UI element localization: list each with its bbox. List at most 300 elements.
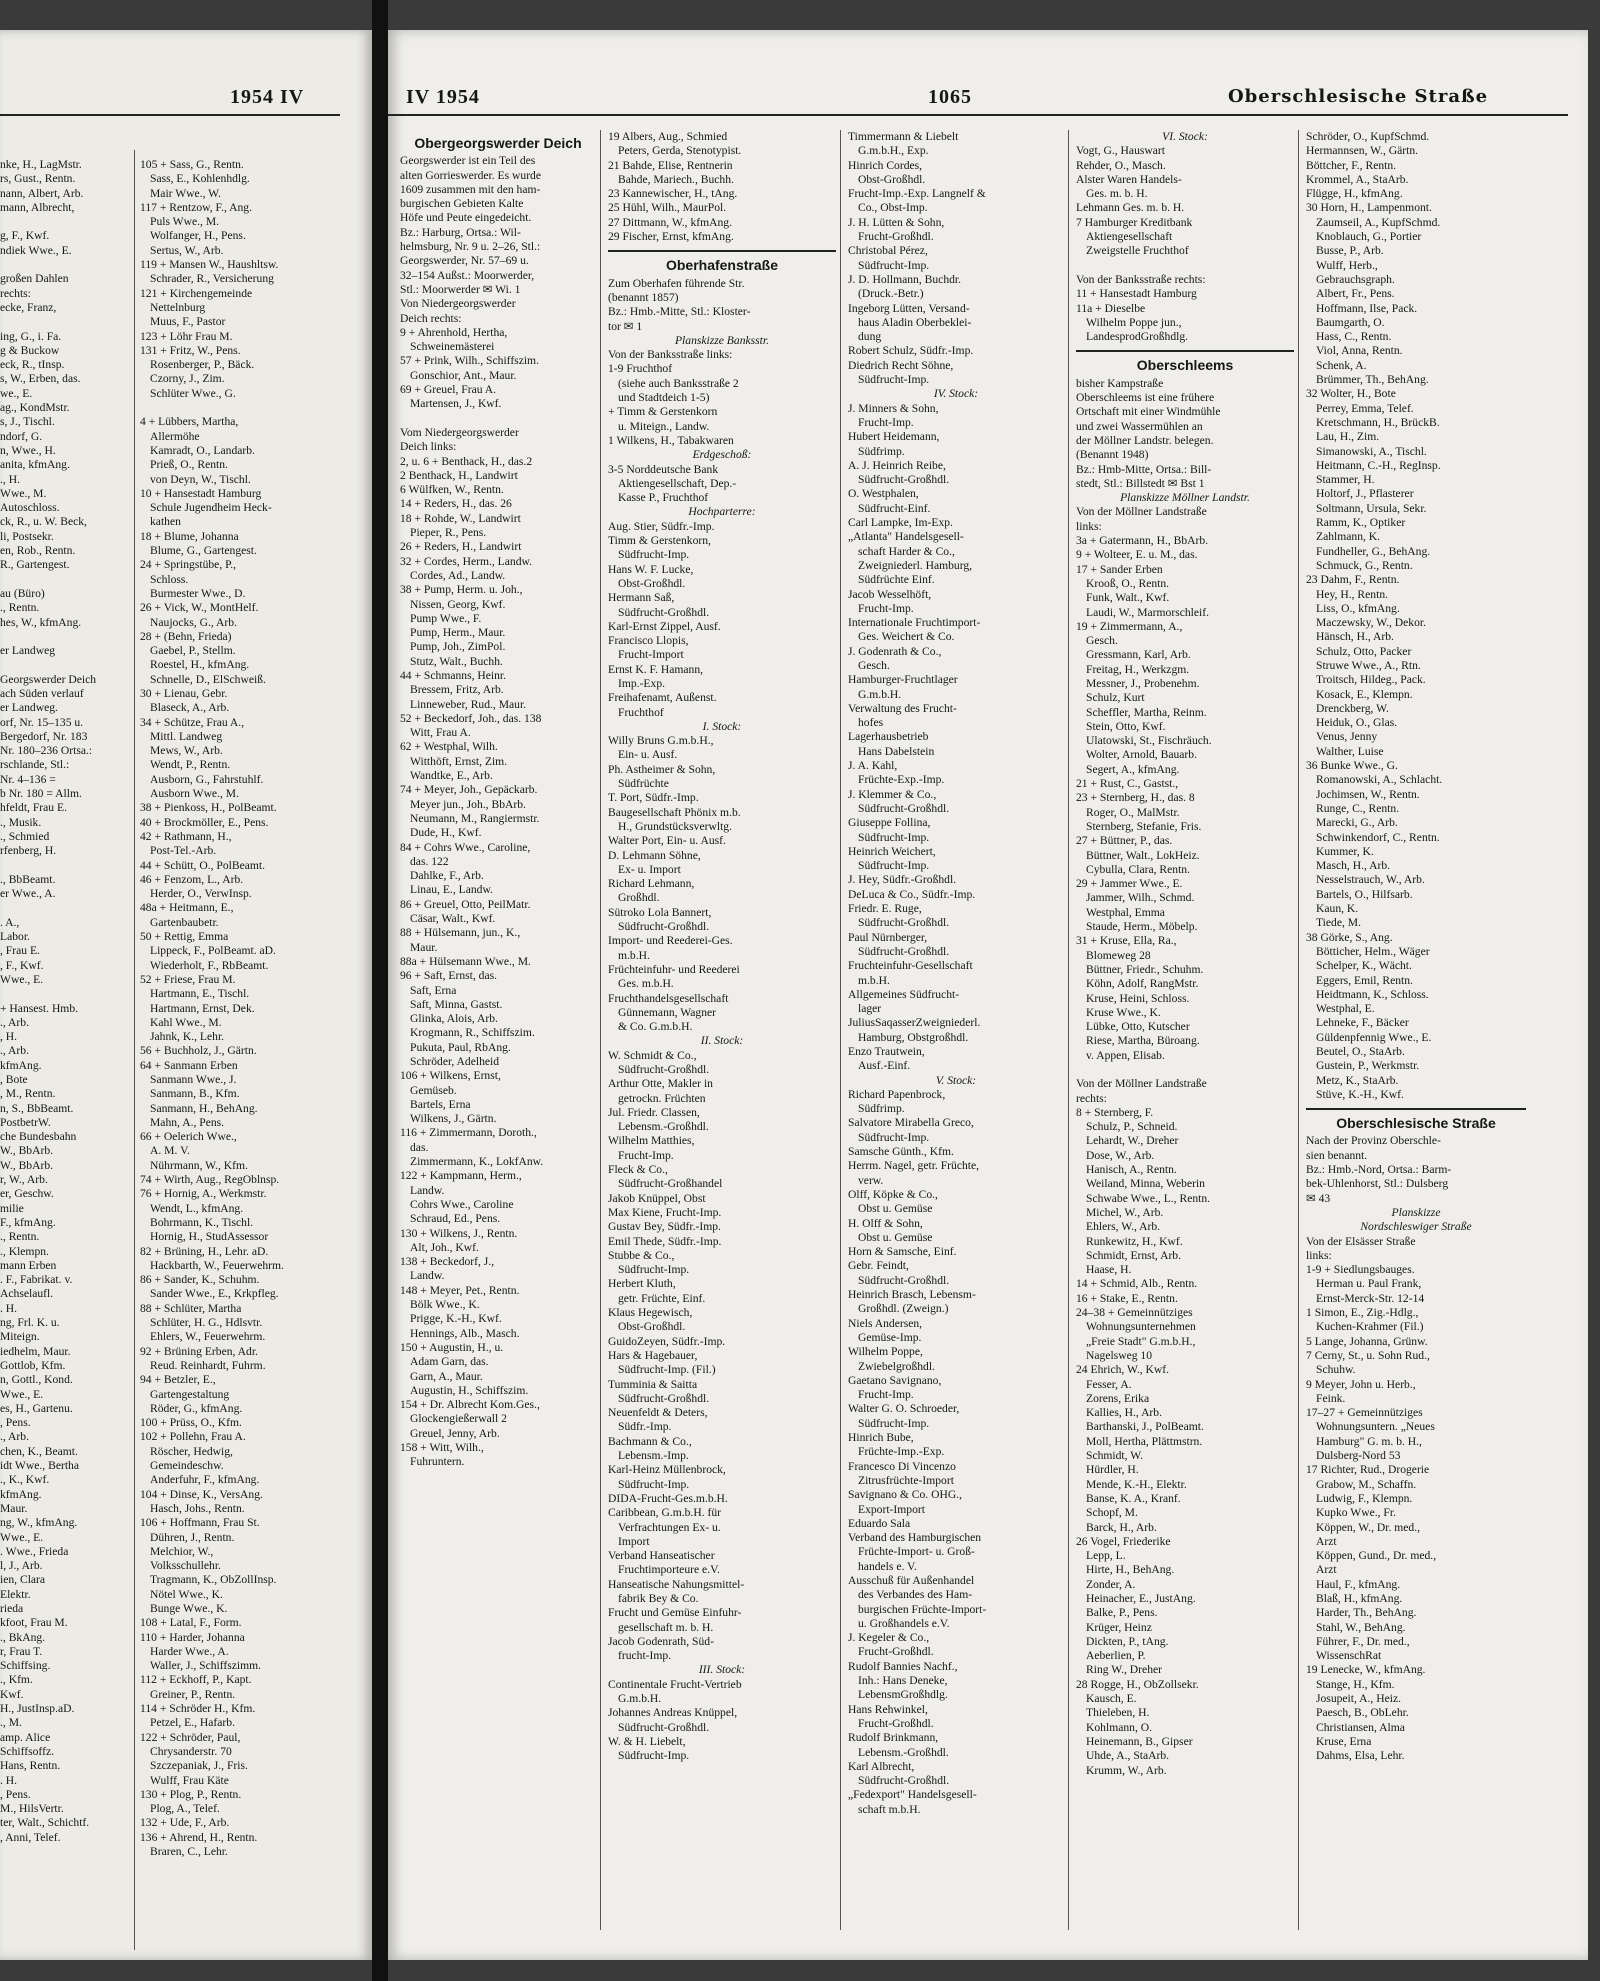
directory-entry: A. J. Heinrich Reibe, [848,458,946,472]
directory-entry: 44 + Schmanns, Heinr. [400,668,507,682]
directory-entry: 8 + Sternberg, F. [1076,1105,1154,1119]
directory-entry: Hubert Heidemann, [848,430,940,444]
directory-entry: Schröder, O., KupfSchmd. [1306,130,1430,143]
directory-entry: Roestel, H., kfmAng. [150,658,250,672]
directory-entry: m.b.H. [858,973,890,987]
directory-entry: lager [858,1002,882,1016]
directory-entry: 74 + Meyer, Joh., Gepäckarb. [400,783,538,797]
directory-entry: Maur. [410,940,438,954]
directory-entry: Gartenbaubetr. [150,915,219,929]
directory-entry: Südfrucht-Großhdl. [858,944,950,958]
directory-entry: Venus, Jenny [1316,730,1378,744]
street-heading: Obergeorgswerder Deich [414,135,582,151]
directory-entry: 34 + Schütze, Frau A., [140,715,245,729]
directory-entry: haus Aladin Oberbeklei- [858,315,972,329]
directory-entry: Marecki, G., Arb. [1316,816,1398,830]
left-page [0,30,372,1960]
directory-entry: 7 Cerny, St., u. Sohn Rud., [1306,1348,1430,1362]
directory-entry: Hoffmann, Ilse, Pack. [1316,301,1418,315]
right-column-1-entries [400,154,596,1469]
directory-entry: Büttner, Walt., LokHeiz. [1086,848,1200,862]
directory-entry: er Landweg. [0,701,58,715]
directory-entry [0,315,128,329]
directory-entry: Segert, A., kfmAng. [1086,762,1180,776]
directory-entry: Glinka, Alois, Arb. [410,1012,498,1026]
directory-entry: Ges. Weichert & Co. [858,630,955,644]
directory-entry: Labor. [0,930,30,944]
directory-entry: Sütroko Lola Bannert, [608,905,712,919]
directory-entry: Dulsberg-Nord 53 [1316,1449,1401,1463]
directory-entry: Chrysanderstr. 70 [150,1744,232,1758]
directory-entry: Frucht-Großhdl. [858,1716,934,1730]
left-column-a [0,158,128,1958]
directory-entry: Stammer, H. [1316,473,1375,487]
directory-entry: Tiede, M. [1316,916,1361,930]
directory-entry: „Freie Stadt" G.m.b.H., [1086,1334,1196,1348]
directory-entry: Aeberlien, P. [1086,1649,1146,1663]
directory-entry: 30 + Lienau, Gebr. [140,686,228,700]
directory-entry: 7 Hamburger Kreditbank [1076,215,1193,229]
directory-entry [0,630,128,644]
directory-entry: Obst u. Gemüse [858,1202,933,1216]
column-divider [600,130,601,1930]
directory-entry: der Möllner Landstr. belegen. [1076,433,1214,447]
directory-entry: Georgswerder ist ein Teil des [400,154,536,168]
directory-entry: Fruchthandelsgesellschaft [608,991,729,1005]
directory-entry: Heinrich Brasch, Lebensm- [848,1288,976,1302]
directory-entry: H., JustInsp.aD. [0,1702,75,1716]
directory-entry: verw. [858,1173,884,1187]
directory-entry: Bahde, Mariech., Buchh. [618,172,734,186]
directory-entry: ., Klempn. [0,1244,49,1258]
directory-entry: Jul. Friedr. Classen, [608,1105,700,1119]
directory-entry: 86 + Sander, K., Schuhm. [140,1273,260,1287]
directory-entry: Hars & Hagebauer, [608,1348,698,1362]
directory-entry: Köppen, Gund., Dr. med., [1316,1549,1437,1563]
directory-entry: Südfrucht-Großhdl. [858,1273,950,1287]
directory-entry: Zweigniederl. Hamburg, [858,558,973,572]
directory-entry: 108 + Latal, F., Form. [140,1616,242,1630]
directory-entry: Georgswerder, Nr. 57–69 u. [400,254,529,268]
directory-entry: handels e. V. [858,1559,917,1573]
directory-entry: 10 + Hansestadt Hamburg [140,486,262,500]
directory-entry [0,215,128,229]
directory-entry: Schrader, R., Versicherung [150,272,274,286]
directory-entry: Laudi, W., Marmorschleif. [1086,605,1209,619]
directory-entry: links: [1076,519,1102,533]
right-header-rule [388,114,1568,116]
directory-entry: 38 + Pienkoss, H., PolBeamt. [140,801,277,815]
directory-entry: Nr. 4–136 = [0,772,56,786]
directory-entry: Paesch, B., ObLehr. [1316,1706,1409,1720]
directory-entry: Aktiengesellschaft [1086,230,1173,244]
directory-entry: Wwe., E. [0,1530,44,1544]
directory-entry: 130 + Plog, P., Rentn. [140,1787,242,1801]
directory-entry: hofes [858,716,884,730]
directory-entry: Dühren, J., Rentn. [150,1530,235,1544]
directory-entry: 94 + Betzler, E., [140,1373,216,1387]
directory-entry: Autoschloss. [0,501,60,515]
directory-entry: 121 + Kirchengemeinde [140,286,253,300]
directory-entry: Höfe und Peute eingedeicht. [400,211,532,225]
directory-entry: 23 Dahm, F., Rentn. [1306,573,1400,587]
directory-entry: ., H. [0,472,20,486]
directory-entry: Carl Lampke, Im-Exp. [848,516,953,530]
directory-entry: Gaetano Savignano, [848,1373,942,1387]
directory-entry: en, Rob., Rentn. [0,544,76,558]
left-header-rule [0,114,340,116]
directory-entry: Obst u. Gemüse [858,1230,933,1244]
directory-entry: Südfrucht-Großhdl. [618,1063,710,1076]
directory-entry: Caribbean, G.m.b.H. für [608,1506,722,1520]
directory-entry: Südfrimp. [858,444,905,458]
directory-entry: Krooß, O., Rentn. [1086,576,1170,590]
directory-entry: anita, kfmAng. [0,458,70,472]
directory-entry: Karl-Ernst Zippel, Ausf. [608,619,721,633]
directory-entry: kfmAng. [0,1487,42,1501]
directory-entry: Frucht-Imp. [858,601,914,615]
directory-entry: Heinacher, E., JustAng. [1086,1591,1196,1605]
directory-entry: Verband Hanseatischer [608,1549,715,1563]
directory-entry: Hartmann, E., Tischl. [150,987,250,1001]
directory-entry: Petzel, E., Hafarb. [150,1716,235,1730]
directory-entry: Krumm, W., Arb. [1086,1763,1167,1777]
directory-entry [0,901,128,915]
directory-entry: Bohrmann, K., Tischl. [150,1215,254,1229]
section-subheading: Planskizze Banksstr. [674,333,770,347]
directory-entry: Heinrich Weichert, [848,844,936,858]
directory-entry: Frucht-Imp.-Exp. Langnelf & [848,187,986,201]
directory-entry: gesellschaft m. b. H. [618,1620,714,1634]
directory-entry: R., Gartengest. [0,558,70,572]
directory-entry: Giuseppe Follina, [848,816,931,830]
directory-entry: G.m.b.H. [858,687,902,701]
directory-entry: 1-9 + Siedlungsbauges. [1306,1263,1415,1277]
directory-entry: Schiffsoffz. [0,1744,54,1758]
directory-entry: Enzo Trautwein, [848,1045,925,1058]
directory-entry: 26 + Vick, W., MontHelf. [140,601,259,615]
directory-entry: Tragmann, K., ObZollInsp. [150,1573,277,1587]
directory-entry: Import [618,1534,650,1548]
directory-entry: Sanmann Wwe., J. [150,1073,237,1086]
directory-entry: Emil Thede, Südfr.-Imp. [608,1234,722,1248]
directory-entry: Szczepaniak, J., Fris. [150,1759,248,1773]
street-heading: Oberhafenstraße [608,250,836,272]
directory-entry: Krüger, Heinz [1086,1620,1152,1634]
directory-entry: Hermann Saß, [608,591,675,605]
directory-entry: Zahlmann, K. [1316,530,1381,544]
directory-entry: Messner, J., Probenehm. [1086,676,1200,690]
directory-entry: alten Gorrieswerder. Es wurde [400,168,542,182]
directory-entry: Stubbe & Co., [608,1248,675,1262]
directory-entry: v. Appen, Elisab. [1086,1048,1165,1062]
directory-entry: Schwabe Wwe., L., Rentn. [1086,1191,1211,1205]
directory-entry: 106 + Wilkens, Ernst, [400,1069,501,1083]
directory-entry: Wendt, L., kfmAng. [150,1201,244,1215]
directory-entry: Südfrucht-Einf. [858,501,931,515]
directory-entry: Ges. m. b. H. [1086,187,1148,201]
directory-entry: Hürdler, H. [1086,1463,1139,1477]
directory-entry: 110 + Harder, Johanna [140,1630,245,1644]
directory-entry: Südfrucht-Großhdl. [858,1774,950,1788]
directory-entry: Südfrucht-Imp. [618,1749,690,1763]
directory-entry: Früchte-Exp.-Imp. [858,773,945,787]
directory-entry: Puls Wwe., M. [150,215,220,229]
directory-entry: T. Port, Südfr.-Imp. [608,791,699,805]
directory-entry: Fruchthof [618,705,664,719]
directory-entry: Heitmann, C.-H., RegInsp. [1316,458,1441,472]
directory-entry: Wiederholt, F., RbBeamt. [150,958,269,972]
directory-entry: Muus, F., Pastor [150,315,226,329]
directory-entry: W. Schmidt & Co., [608,1048,697,1062]
directory-entry: J. H. Lütten & Sohn, [848,215,945,229]
directory-entry: Sanmann, H., BehAng. [150,1101,258,1115]
directory-entry: 44 + Schütt, O., PolBeamt. [140,858,266,872]
directory-entry: Verwaltung des Frucht- [848,701,957,715]
directory-entry: , Frau E. [0,944,40,958]
directory-entry: Simanowski, A., Tischl. [1316,444,1427,458]
directory-entry: 38 + Pump, Herm. u. Joh., [400,583,523,597]
directory-entry: Gaebel, P., Stellm. [150,644,236,658]
directory-entry: Hackbarth, W., Feuerwehrm. [150,1258,284,1272]
directory-entry: DeLuca & Co., Südfr.-Imp. [848,887,976,901]
directory-entry: Plog, A., Telef. [150,1802,220,1816]
directory-entry: 2 Benthack, H., Landwirt [400,468,518,482]
directory-entry: Thieleben, H. [1086,1706,1150,1720]
directory-entry: Uhde, A., StaArb. [1086,1749,1170,1763]
directory-entry: Südfrucht-Imp. (Fil.) [618,1363,716,1377]
directory-entry: Saft, Minna, Gastst. [410,997,503,1011]
directory-entry: Ausborn Wwe., M. [150,787,239,801]
directory-entry: Frucht-Großhdl. [858,230,934,244]
directory-entry: Westphal, Emma [1086,905,1165,919]
directory-entry: Linau, E., Landw. [410,883,493,897]
directory-entry: Kahl Wwe., M. [150,1015,222,1029]
directory-entry: Wandtke, E., Arb. [410,769,493,783]
directory-entry: Wilkens, J., Gärtn. [410,1112,497,1126]
directory-entry: Schmidt, W. [1086,1449,1144,1463]
directory-entry: Gebr. Feindt, [848,1259,909,1273]
directory-entry: Rosenberger, P., Bäck. [150,358,255,372]
directory-entry: ., K., Kwf. [0,1473,50,1487]
directory-entry: H. Olff & Sohn, [848,1216,923,1230]
directory-entry: 24 + Springstübe, P., [140,558,237,572]
directory-entry: Wwe., E. [0,1387,44,1401]
directory-entry: Großhdl. [618,891,660,905]
directory-entry: eck, R., tInsp. [0,358,65,372]
directory-entry: Obst-Großhdl. [618,1320,686,1334]
page-running-title: Oberschlesische Straße [1228,86,1489,107]
directory-entry: Schraud, Ed., Pens. [410,1212,501,1226]
directory-entry: 25 Hühl, Wilh., MaurPol. [608,201,727,215]
directory-entry: Mahn, A., Pens. [150,1115,225,1129]
directory-entry: 74 + Wirth, Aug., RegOblnsp. [140,1173,280,1187]
directory-entry: DIDA-Frucht-Ges.m.b.H. [608,1491,728,1505]
directory-entry: Verfrachtungen Ex- u. [618,1520,721,1534]
directory-entry: Ingeborg Lütten, Versand- [848,301,970,315]
directory-entry: n, Gottl., Kond. [0,1373,73,1387]
directory-entry: 5 Lange, Johanna, Grünw. [1306,1334,1428,1348]
directory-entry: , H. [0,1030,18,1044]
directory-entry: Export-Import [858,1502,925,1516]
directory-entry: 14 + Reders, H., das. 26 [400,497,512,511]
directory-entry: Michel, W., Arb. [1086,1205,1164,1219]
directory-entry: Hennings, Alb., Masch. [410,1326,520,1340]
directory-entry: Walther, Luise [1316,744,1384,758]
directory-entry: Südfrucht-Imp. [618,1477,690,1491]
directory-entry: 112 + Eckhoff, P., Kapt. [140,1673,252,1687]
directory-entry [0,573,128,587]
section-subheading: Hochparterre: [688,505,756,519]
directory-entry: 104 + Dinse, K., VersAng. [140,1487,263,1501]
directory-entry: Sass, E., Kohlenhdlg. [150,172,250,186]
section-subheading: VI. Stock: [1162,130,1208,143]
directory-entry: Freitag, H., Werkzgm. [1086,662,1190,676]
directory-entry: sien benannt. [1306,1148,1368,1162]
directory-entry: getrockn. Früchten [618,1091,706,1105]
directory-entry: Stl.: Moorwerder ✉ Wi. 1 [400,282,521,296]
section-subheading: Planskizze [1391,1205,1441,1219]
directory-entry: 131 + Fritz, W., Pens. [140,343,241,357]
section-subheading: V. Stock: [935,1073,977,1087]
directory-entry [0,987,128,1001]
directory-entry: schaft Harder & Co., [858,544,955,558]
directory-entry: Metz, K., StaArb. [1316,1073,1399,1087]
directory-entry: Ramm, K., Optiker [1316,516,1406,530]
directory-entry: Südfrucht-Großhdl. [618,1391,710,1405]
directory-entry: Banse, K. A., Kranf. [1086,1491,1181,1505]
directory-entry: Hanisch, A., Rentn. [1086,1163,1177,1177]
directory-entry: Glockengießerwall 2 [410,1412,507,1426]
directory-entry: Südfrucht-Imp. [858,830,930,844]
directory-entry: Jakob Knüppel, Obst [608,1191,706,1205]
directory-entry: Wohnungsuntern. „Neues [1316,1420,1435,1434]
directory-entry: Lebensm.-Imp. [618,1449,689,1463]
directory-entry: Olff, Köpke & Co., [848,1187,938,1201]
directory-entry: Lehardt, W., Dreher [1086,1134,1179,1148]
directory-entry: Barthanski, J., PolBeamt. [1086,1420,1204,1434]
directory-entry: 14 + Schmid, Alb., Rentn. [1076,1277,1198,1291]
directory-entry: Baumgarth, O. [1316,315,1385,329]
directory-entry: Cordes, Ad., Landw. [410,568,506,582]
directory-entry: 36 Bunke Wwe., G. [1306,759,1398,773]
directory-entry: Großhdl. (Zweign.) [858,1302,949,1316]
directory-entry: Von der Banksstraße rechts: [1076,272,1206,286]
directory-entry: 9 + Wolteer, E. u. M., das. [1076,548,1198,562]
directory-entry: 27 + Büttner, P., das. [1076,834,1173,848]
directory-entry: Kruse Wwe., K. [1086,1005,1161,1019]
directory-entry: Sternberg, Stefanie, Fris. [1086,819,1202,833]
directory-entry: rechts: [1076,1091,1107,1105]
directory-entry: Mende, K.-H., Elektr. [1086,1477,1187,1491]
directory-entry: 32 Wolter, H., Bote [1306,387,1396,401]
directory-entry: . F., Fabrikat. v. [0,1273,73,1287]
directory-entry: Gustav Bey, Südfr.-Imp. [608,1220,721,1234]
directory-entry: Internationale Fruchtimport- [848,616,981,630]
directory-entry: Frucht-Imp. [618,1148,674,1162]
directory-entry: J. Godenrath & Co., [848,644,942,658]
directory-entry: Allermöhe [150,429,200,443]
directory-entry: Von Niedergeorgswerder [400,297,516,311]
directory-entry: rfenberg, H. [0,844,57,858]
directory-entry: . H. [0,1301,18,1315]
directory-entry: ing, G., i. Fa. [0,329,62,343]
directory-entry: J. D. Hollmann, Buchdr. [848,272,962,286]
directory-entry [0,258,128,272]
directory-entry: schaft m.b.H. [858,1802,921,1816]
directory-entry: Fuhruntern. [410,1455,465,1469]
street-heading: Oberschlesische Straße [1306,1108,1526,1130]
directory-entry: LebensmGroßhdlg. [858,1688,948,1702]
directory-entry: Fundheller, G., BehAng. [1316,544,1431,558]
directory-entry: Nesselstrauch, W., Arb. [1316,873,1425,887]
directory-entry: Kuchen-Krahmer (Fil.) [1316,1320,1424,1334]
directory-entry: ag., KondMstr. [0,401,70,415]
directory-entry: 38 Görke, S., Ang. [1306,930,1393,944]
directory-entry: rechts: [0,286,31,300]
directory-entry: Hänsch, H., Arb. [1316,630,1394,644]
directory-entry: Maczewsky, W., Dekor. [1316,616,1427,630]
directory-entry: b Nr. 180 = Allm. [0,787,82,801]
directory-entry: Meyer jun., Joh., BbArb. [410,797,526,811]
directory-entry: Pump, Herm., Maur. [410,626,506,640]
directory-entry: Fesser, A. [1086,1377,1132,1391]
directory-entry: iedhelm, Maur. [0,1344,71,1358]
directory-entry: das. 122 [410,854,449,868]
directory-entry: Greuel, Jenny, Arb. [410,1426,500,1440]
directory-entry: Struwe Wwe., A., Rtn. [1316,658,1421,672]
directory-entry: Zonder, A. [1086,1577,1136,1591]
directory-entry: Von der Möllner Landstraße [1076,1077,1207,1091]
directory-entry: Kosack, E., Klempn. [1316,687,1413,701]
directory-entry: Westphal, E. [1316,1002,1375,1016]
directory-entry: Troitsch, Hildeg., Pack. [1316,673,1426,687]
directory-entry: Stutz, Walt., Buchh. [410,654,503,668]
directory-entry: Schiffsing. [0,1659,51,1673]
right-column-5 [1306,130,1526,1950]
directory-entry: Kwf. [0,1687,24,1701]
directory-entry: , M., Rentn. [0,1087,56,1101]
directory-entry: ., Schmied [0,829,50,843]
directory-entry: J. Hey, Südfr.-Großhdl. [848,873,957,887]
directory-entry: 11a + Dieselbe [1076,301,1146,315]
directory-entry: 62 + Westphal, Wilh. [400,740,498,754]
directory-entry: Eduardo Sala [848,1516,911,1530]
directory-entry: Ludwig, F., Klempn. [1316,1491,1413,1505]
directory-entry: burgischen Gebieten Kalte [400,197,524,211]
directory-entry: Kaun, K. [1316,902,1359,916]
column-divider [1298,130,1299,1930]
directory-entry: Herder, O., VerwInsp. [150,887,252,901]
directory-entry: Hartmann, Ernst, Dek. [150,1001,255,1015]
directory-entry: Klaus Hegewisch, [608,1306,693,1320]
directory-entry: 122 + Schröder, Paul, [140,1730,241,1744]
directory-entry: Adam Garn, das. [410,1355,489,1369]
directory-entry [0,859,128,873]
directory-entry: Arzt [1316,1563,1337,1577]
directory-entry: Schelper, K., Wächt. [1316,959,1412,973]
directory-entry: Blume, G., Gartengest. [150,544,257,558]
directory-entry: LandesprodGroßhdlg. [1086,330,1189,344]
directory-entry: Ulatowski, St., Fischräuch. [1086,734,1212,748]
directory-entry: Prieß, O., Rentn. [150,458,228,472]
directory-entry: Co., Obst-Imp. [858,201,928,215]
directory-entry: 64 + Sanmann Erben [140,1058,238,1072]
directory-entry: l, J., Arb. [0,1559,43,1573]
directory-entry: J. Klemmer & Co., [848,787,937,801]
directory-entry: Wilhelm Poppe jun., [1086,315,1182,329]
directory-entry: 17–27 + Gemeinnütziges [1306,1406,1423,1420]
